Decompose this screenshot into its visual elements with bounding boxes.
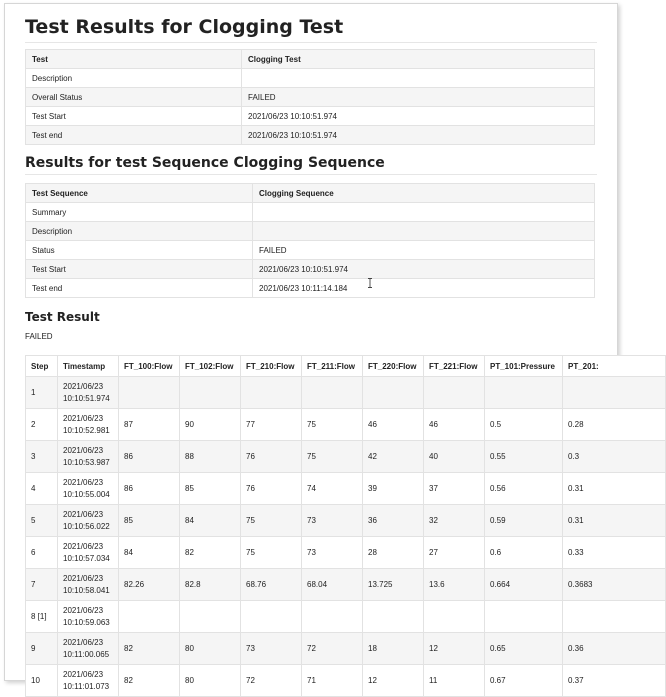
step-cell: 2 bbox=[26, 409, 58, 441]
value-cell: 80 bbox=[180, 633, 241, 665]
value-cell: 36 bbox=[363, 505, 424, 537]
value-cell: 85 bbox=[119, 505, 180, 537]
results-column-header: PT_101:Pressure bbox=[485, 356, 563, 377]
report-content bbox=[25, 16, 597, 697]
value-cell bbox=[302, 377, 363, 409]
value-cell: 73 bbox=[302, 537, 363, 569]
value-cell: 76 bbox=[241, 441, 302, 473]
value-cell: 0.65 bbox=[485, 633, 563, 665]
timestamp-time: 10:10:56.022 bbox=[63, 521, 110, 531]
table-row bbox=[26, 633, 666, 665]
value-cell: 46 bbox=[363, 409, 424, 441]
timestamp-cell bbox=[58, 441, 119, 473]
timestamp-date: 2021/06/23 bbox=[63, 605, 104, 615]
value-cell: 85 bbox=[180, 473, 241, 505]
value-cell: 82.8 bbox=[180, 569, 241, 601]
value-cell: 73 bbox=[302, 505, 363, 537]
results-table bbox=[25, 355, 666, 697]
value-cell bbox=[180, 377, 241, 409]
results-column-header: FT_220:Flow bbox=[363, 356, 424, 377]
timestamp-cell bbox=[58, 601, 119, 633]
sequence-info-value: Clogging Sequence bbox=[253, 184, 595, 203]
value-cell: 71 bbox=[302, 665, 363, 697]
value-cell: 75 bbox=[302, 441, 363, 473]
value-cell: 80 bbox=[180, 665, 241, 697]
sequence-info-value bbox=[253, 222, 595, 241]
value-cell: 0.31 bbox=[563, 473, 666, 505]
timestamp-date: 2021/06/23 bbox=[63, 413, 104, 423]
test-info-value: Clogging Test bbox=[242, 50, 595, 69]
value-cell bbox=[363, 377, 424, 409]
timestamp-cell bbox=[58, 569, 119, 601]
value-cell: 28 bbox=[363, 537, 424, 569]
timestamp-cell bbox=[58, 377, 119, 409]
table-row bbox=[26, 569, 666, 601]
timestamp-time: 10:10:58.041 bbox=[63, 585, 110, 595]
test-info-value: 2021/06/23 10:10:51.974 bbox=[242, 126, 595, 145]
table-row bbox=[26, 377, 666, 409]
value-cell bbox=[302, 601, 363, 633]
timestamp-cell bbox=[58, 633, 119, 665]
sequence-info-value bbox=[253, 203, 595, 222]
timestamp-cell bbox=[58, 665, 119, 697]
value-cell: 32 bbox=[424, 505, 485, 537]
test-info-row bbox=[26, 107, 595, 126]
table-row bbox=[26, 537, 666, 569]
results-column-header: FT_211:Flow bbox=[302, 356, 363, 377]
value-cell bbox=[563, 377, 666, 409]
value-cell bbox=[424, 601, 485, 633]
timestamp-cell bbox=[58, 537, 119, 569]
timestamp-time: 10:11:01.073 bbox=[63, 681, 110, 691]
step-cell: 10 bbox=[26, 665, 58, 697]
sequence-info-label: Test Start bbox=[26, 260, 253, 279]
value-cell: 0.28 bbox=[563, 409, 666, 441]
value-cell: 72 bbox=[302, 633, 363, 665]
value-cell: 82 bbox=[180, 537, 241, 569]
value-cell: 13.6 bbox=[424, 569, 485, 601]
value-cell: 42 bbox=[363, 441, 424, 473]
timestamp-date: 2021/06/23 bbox=[63, 541, 104, 551]
results-column-header: PT_201: bbox=[563, 356, 666, 377]
sequence-info-row bbox=[26, 241, 595, 260]
test-info-value: FAILED bbox=[242, 88, 595, 107]
step-cell: 4 bbox=[26, 473, 58, 505]
value-cell: 0.5 bbox=[485, 409, 563, 441]
sequence-info-table bbox=[25, 183, 595, 298]
value-cell: 0.55 bbox=[485, 441, 563, 473]
sequence-info-row bbox=[26, 279, 595, 298]
value-cell: 75 bbox=[241, 505, 302, 537]
timestamp-date: 2021/06/23 bbox=[63, 669, 104, 679]
value-cell: 72 bbox=[241, 665, 302, 697]
test-info-row bbox=[26, 88, 595, 107]
value-cell: 82 bbox=[119, 665, 180, 697]
table-row bbox=[26, 665, 666, 697]
timestamp-time: 10:10:51.974 bbox=[63, 393, 110, 403]
results-column-header: FT_100:Flow bbox=[119, 356, 180, 377]
sequence-info-value: 2021/06/23 10:10:51.974 bbox=[253, 260, 595, 279]
value-cell: 0.67 bbox=[485, 665, 563, 697]
value-cell: 0.33 bbox=[563, 537, 666, 569]
table-row bbox=[26, 601, 666, 633]
report-window bbox=[4, 3, 618, 691]
value-cell: 75 bbox=[302, 409, 363, 441]
timestamp-date: 2021/06/23 bbox=[63, 509, 104, 519]
sequence-info-row bbox=[26, 222, 595, 241]
test-info-label: Test Start bbox=[26, 107, 242, 126]
timestamp-time: 10:10:53.987 bbox=[63, 457, 110, 467]
value-cell: 90 bbox=[180, 409, 241, 441]
value-cell: 13.725 bbox=[363, 569, 424, 601]
value-cell: 12 bbox=[363, 665, 424, 697]
value-cell: 82.26 bbox=[119, 569, 180, 601]
sequence-info-value: 2021/06/23 10:11:14.184 bbox=[253, 279, 595, 298]
sequence-info-row bbox=[26, 184, 595, 203]
value-cell: 88 bbox=[180, 441, 241, 473]
value-cell: 0.59 bbox=[485, 505, 563, 537]
value-cell: 18 bbox=[363, 633, 424, 665]
timestamp-date: 2021/06/23 bbox=[63, 573, 104, 583]
value-cell: 87 bbox=[119, 409, 180, 441]
test-info-row bbox=[26, 50, 595, 69]
value-cell: 68.76 bbox=[241, 569, 302, 601]
test-info-label: Overall Status bbox=[26, 88, 242, 107]
value-cell: 77 bbox=[241, 409, 302, 441]
test-result-status: FAILED bbox=[25, 332, 53, 341]
value-cell bbox=[241, 377, 302, 409]
results-column-header: Step bbox=[26, 356, 58, 377]
timestamp-time: 10:10:55.004 bbox=[63, 489, 110, 499]
page-title: Test Results for Clogging Test bbox=[25, 16, 597, 43]
results-header-row bbox=[26, 356, 666, 377]
step-cell: 1 bbox=[26, 377, 58, 409]
value-cell bbox=[119, 601, 180, 633]
step-cell: 3 bbox=[26, 441, 58, 473]
timestamp-cell bbox=[58, 505, 119, 537]
sequence-info-label: Summary bbox=[26, 203, 253, 222]
timestamp-time: 10:11:00.065 bbox=[63, 649, 110, 659]
step-cell: 9 bbox=[26, 633, 58, 665]
sequence-info-label: Status bbox=[26, 241, 253, 260]
value-cell: 73 bbox=[241, 633, 302, 665]
timestamp-time: 10:10:52.981 bbox=[63, 425, 110, 435]
value-cell: 0.664 bbox=[485, 569, 563, 601]
text-cursor-icon bbox=[367, 278, 373, 288]
table-row bbox=[26, 441, 666, 473]
results-column-header: Timestamp bbox=[58, 356, 119, 377]
value-cell bbox=[363, 601, 424, 633]
timestamp-date: 2021/06/23 bbox=[63, 381, 104, 391]
value-cell: 12 bbox=[424, 633, 485, 665]
value-cell: 0.6 bbox=[485, 537, 563, 569]
step-cell: 7 bbox=[26, 569, 58, 601]
value-cell: 11 bbox=[424, 665, 485, 697]
results-column-header: FT_210:Flow bbox=[241, 356, 302, 377]
value-cell: 68.04 bbox=[302, 569, 363, 601]
value-cell bbox=[485, 377, 563, 409]
step-cell: 8 [1] bbox=[26, 601, 58, 633]
timestamp-time: 10:10:57.034 bbox=[63, 553, 110, 563]
value-cell: 37 bbox=[424, 473, 485, 505]
value-cell bbox=[241, 601, 302, 633]
sequence-title: Results for test Sequence Clogging Sequence bbox=[25, 155, 597, 175]
value-cell: 0.31 bbox=[563, 505, 666, 537]
table-row bbox=[26, 505, 666, 537]
test-result-title: Test Result bbox=[25, 310, 100, 324]
value-cell: 0.36 bbox=[563, 633, 666, 665]
value-cell: 86 bbox=[119, 473, 180, 505]
value-cell: 40 bbox=[424, 441, 485, 473]
results-column-header: FT_102:Flow bbox=[180, 356, 241, 377]
value-cell: 46 bbox=[424, 409, 485, 441]
value-cell: 86 bbox=[119, 441, 180, 473]
timestamp-cell bbox=[58, 409, 119, 441]
test-info-table bbox=[25, 49, 595, 145]
table-row bbox=[26, 473, 666, 505]
timestamp-date: 2021/06/23 bbox=[63, 637, 104, 647]
results-table-wrapper[interactable] bbox=[25, 355, 597, 697]
step-cell: 6 bbox=[26, 537, 58, 569]
test-info-value bbox=[242, 69, 595, 88]
results-column-header: FT_221:Flow bbox=[424, 356, 485, 377]
value-cell: 74 bbox=[302, 473, 363, 505]
timestamp-date: 2021/06/23 bbox=[63, 477, 104, 487]
step-cell: 5 bbox=[26, 505, 58, 537]
timestamp-cell bbox=[58, 473, 119, 505]
value-cell bbox=[119, 377, 180, 409]
value-cell bbox=[563, 601, 666, 633]
test-info-row bbox=[26, 69, 595, 88]
value-cell: 76 bbox=[241, 473, 302, 505]
sequence-info-row bbox=[26, 203, 595, 222]
sequence-info-row bbox=[26, 260, 595, 279]
value-cell bbox=[485, 601, 563, 633]
table-row bbox=[26, 409, 666, 441]
sequence-info-label: Test Sequence bbox=[26, 184, 253, 203]
sequence-info-label: Description bbox=[26, 222, 253, 241]
test-info-row bbox=[26, 126, 595, 145]
test-info-label: Test end bbox=[26, 126, 242, 145]
value-cell: 0.56 bbox=[485, 473, 563, 505]
value-cell: 82 bbox=[119, 633, 180, 665]
sequence-info-label: Test end bbox=[26, 279, 253, 298]
value-cell: 84 bbox=[119, 537, 180, 569]
value-cell: 39 bbox=[363, 473, 424, 505]
value-cell bbox=[424, 377, 485, 409]
value-cell: 0.37 bbox=[563, 665, 666, 697]
value-cell: 27 bbox=[424, 537, 485, 569]
test-info-label: Test bbox=[26, 50, 242, 69]
test-info-label: Description bbox=[26, 69, 242, 88]
value-cell: 75 bbox=[241, 537, 302, 569]
value-cell bbox=[180, 601, 241, 633]
timestamp-time: 10:10:59.063 bbox=[63, 617, 110, 627]
sequence-info-value: FAILED bbox=[253, 241, 595, 260]
value-cell: 0.3 bbox=[563, 441, 666, 473]
test-info-value: 2021/06/23 10:10:51.974 bbox=[242, 107, 595, 126]
timestamp-date: 2021/06/23 bbox=[63, 445, 104, 455]
value-cell: 0.3683 bbox=[563, 569, 666, 601]
value-cell: 84 bbox=[180, 505, 241, 537]
